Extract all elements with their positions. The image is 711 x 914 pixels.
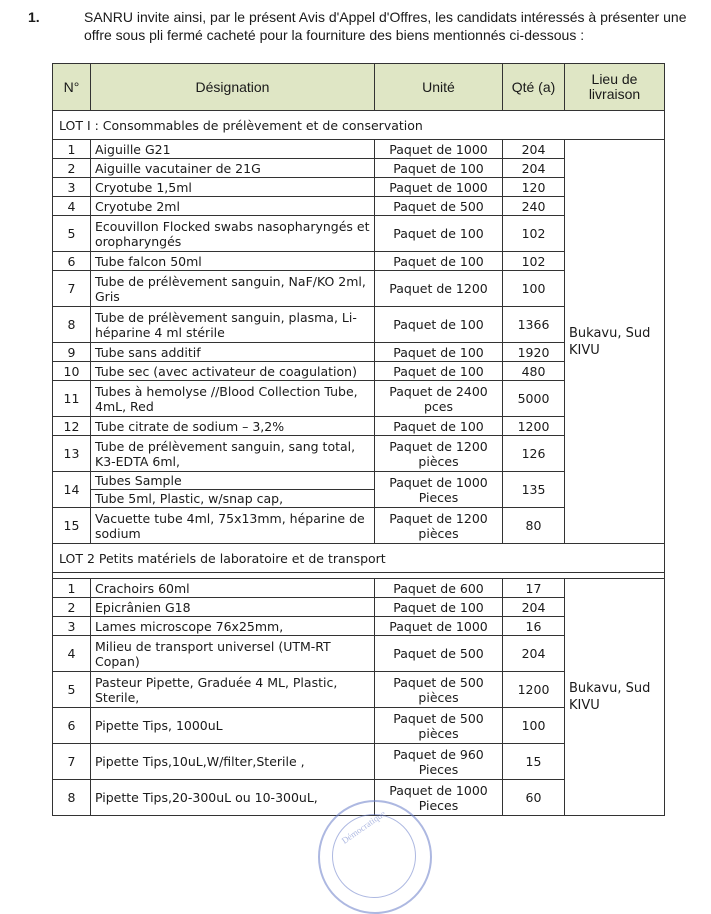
row-num: 14 [53, 472, 91, 508]
row-num: 11 [53, 381, 91, 417]
header-qte: Qté (a) [503, 64, 565, 111]
row-unite: Paquet de 100 [375, 252, 503, 271]
row-unite: Paquet de 100 [375, 216, 503, 252]
lot1-lieu: Bukavu, Sud KIVU [565, 140, 665, 544]
row-designation: Tube falcon 50ml [91, 252, 375, 271]
row-designation: Pasteur Pipette, Graduée 4 ML, Plastic, Sterile, [91, 672, 375, 708]
row-unite: Paquet de 2400 pces [375, 381, 503, 417]
row-designation: Cryotube 2ml [91, 197, 375, 216]
row-designation: Tube sans additif [91, 343, 375, 362]
row-unite: Paquet de 1000 Pieces [375, 780, 503, 816]
row-num: 1 [53, 140, 91, 159]
stamp-text: Démocratique [339, 808, 388, 846]
row-unite: Paquet de 960 Pieces [375, 744, 503, 780]
row-qte: 240 [503, 197, 565, 216]
row-qte: 135 [503, 472, 565, 508]
row-designation: Pipette Tips, 1000uL [91, 708, 375, 744]
row-designation: Lames microscope 76x25mm, [91, 617, 375, 636]
row-designation: Pipette Tips,20-300uL ou 10-300uL, [91, 780, 375, 816]
stamp-inner-ring [332, 814, 416, 898]
row-num: 7 [53, 744, 91, 780]
row-num: 13 [53, 436, 91, 472]
row-num: 15 [53, 508, 91, 544]
official-stamp [318, 800, 432, 914]
row-qte: 1200 [503, 672, 565, 708]
row-num: 3 [53, 178, 91, 197]
lot2-lieu: Bukavu, Sud KIVU [565, 579, 665, 816]
row-qte: 100 [503, 708, 565, 744]
row-designation: Tube de prélèvement sanguin, plasma, Li-héparine 4 ml stérile [91, 307, 375, 343]
goods-table [52, 63, 665, 816]
row-qte: 204 [503, 636, 565, 672]
row-designation: Tube sec (avec activateur de coagulation) [91, 362, 375, 381]
header-designation: Désignation [91, 64, 375, 111]
row-designation-line1: Tubes Sample [91, 472, 374, 490]
row-designation: Tube de prélèvement sanguin, sang total, K3-EDTA 6ml, [91, 436, 375, 472]
row-num: 3 [53, 617, 91, 636]
row-unite: Paquet de 100 [375, 159, 503, 178]
row-unite: Paquet de 500 [375, 197, 503, 216]
row-num: 10 [53, 362, 91, 381]
row-designation: Aiguille G21 [91, 140, 375, 159]
row-num: 2 [53, 598, 91, 617]
row-designation: Vacuette tube 4ml, 75x13mm, héparine de sodium [91, 508, 375, 544]
row-qte: 1366 [503, 307, 565, 343]
header-num: N° [53, 64, 91, 111]
row-unite: Paquet de 1000 Pieces [375, 472, 503, 508]
row-qte: 17 [503, 579, 565, 598]
row-qte: 1200 [503, 417, 565, 436]
row-num: 5 [53, 216, 91, 252]
row-num: 12 [53, 417, 91, 436]
paragraph-number: 1. [28, 9, 40, 25]
row-num: 9 [53, 343, 91, 362]
table-header-row [53, 64, 665, 111]
row-num: 8 [53, 307, 91, 343]
row-designation: Pipette Tips,10uL,W/filter,Sterile , [91, 744, 375, 780]
row-unite: Paquet de 500 pièces [375, 708, 503, 744]
row-num: 8 [53, 780, 91, 816]
lot2-title: LOT 2 Petits matériels de laboratoire et de transport [53, 544, 665, 573]
row-unite: Paquet de 500 pièces [375, 672, 503, 708]
row-unite: Paquet de 500 [375, 636, 503, 672]
row-designation: Aiguille vacutainer de 21G [91, 159, 375, 178]
row-qte: 102 [503, 252, 565, 271]
row-unite: Paquet de 1200 pièces [375, 436, 503, 472]
row-designation-line2: Tube 5ml, Plastic, w/snap cap, [95, 491, 284, 506]
row-qte: 204 [503, 159, 565, 178]
row-qte: 1920 [503, 343, 565, 362]
row-designation: Tube citrate de sodium – 3,2% [91, 417, 375, 436]
row-unite: Paquet de 1200 pièces [375, 508, 503, 544]
row-unite: Paquet de 100 [375, 343, 503, 362]
row-qte: 204 [503, 598, 565, 617]
row-qte: 80 [503, 508, 565, 544]
table-row [53, 140, 665, 159]
row-num: 4 [53, 197, 91, 216]
row-num: 6 [53, 252, 91, 271]
row-unite: Paquet de 100 [375, 362, 503, 381]
row-num: 2 [53, 159, 91, 178]
row-qte: 102 [503, 216, 565, 252]
row-unite: Paquet de 1000 [375, 178, 503, 197]
row-designation: Epicrânien G18 [91, 598, 375, 617]
row-designation: Tubes à hemolyse //Blood Collection Tube, 4mL, Red [91, 381, 375, 417]
row-designation: Milieu de transport universel (UTM-RT Copan) [91, 636, 375, 672]
row-qte: 16 [503, 617, 565, 636]
paragraph-text: SANRU invite ainsi, par le présent Avis d'Appel d'Offres, les candidats intéressés à présenter une offre sous pli fermé cacheté pour la fourniture des biens mentionnés ci-dessous : [84, 9, 687, 43]
row-num: 6 [53, 708, 91, 744]
row-unite: Paquet de 1200 [375, 271, 503, 307]
row-unite: Paquet de 100 [375, 417, 503, 436]
row-num: 4 [53, 636, 91, 672]
row-qte: 126 [503, 436, 565, 472]
row-num: 5 [53, 672, 91, 708]
row-qte: 120 [503, 178, 565, 197]
row-qte: 15 [503, 744, 565, 780]
row-designation: Crachoirs 60ml [91, 579, 375, 598]
row-unite: Paquet de 100 [375, 598, 503, 617]
row-designation: Ecouvillon Flocked swabs nasopharyngés et oropharyngés [91, 216, 375, 252]
row-qte: 480 [503, 362, 565, 381]
row-num: 7 [53, 271, 91, 307]
row-num: 1 [53, 579, 91, 598]
header-lieu: Lieu de livraison [565, 64, 665, 111]
row-qte: 100 [503, 271, 565, 307]
row-unite: Paquet de 600 [375, 579, 503, 598]
row-designation [91, 472, 375, 508]
row-qte: 204 [503, 140, 565, 159]
row-unite: Paquet de 100 [375, 307, 503, 343]
table-row [53, 579, 665, 598]
lot1-title: LOT I : Consommables de prélèvement et de conservation [53, 111, 665, 140]
header-unite: Unité [375, 64, 503, 111]
row-unite: Paquet de 1000 [375, 140, 503, 159]
row-qte: 60 [503, 780, 565, 816]
row-designation: Cryotube 1,5ml [91, 178, 375, 197]
row-qte: 5000 [503, 381, 565, 417]
row-designation: Tube de prélèvement sanguin, NaF/KO 2ml, Gris [91, 271, 375, 307]
row-unite: Paquet de 1000 [375, 617, 503, 636]
